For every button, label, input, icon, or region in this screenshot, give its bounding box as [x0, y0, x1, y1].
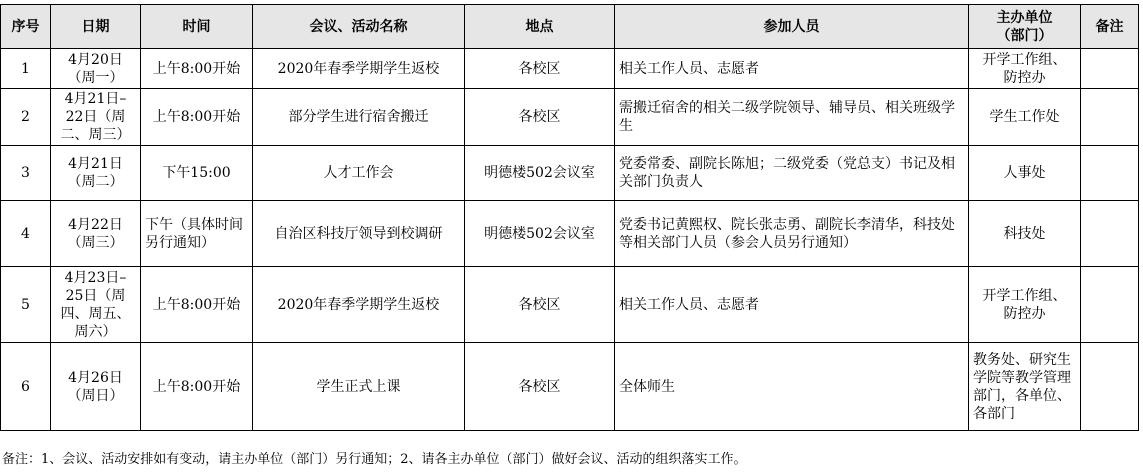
- cell-remark: [1081, 343, 1139, 431]
- cell-place: 明德楼502会议室: [465, 201, 615, 267]
- cell-event-name: 自治区科技厅领导到校调研: [253, 201, 465, 267]
- cell-no: 4: [1, 201, 51, 267]
- cell-event-name: 部分学生进行宿舍搬迁: [253, 89, 465, 146]
- cell-time: 上午8:00开始: [141, 343, 253, 431]
- cell-participants: 相关工作人员、志愿者: [615, 267, 969, 343]
- header-event-name: 会议、活动名称: [253, 5, 465, 49]
- cell-date: 4月21日– 22日（周 二、周三）: [51, 89, 141, 146]
- cell-host: 开学工作组、 防控办: [969, 49, 1081, 89]
- cell-place: 各校区: [465, 89, 615, 146]
- table-row: [1, 146, 1139, 201]
- cell-event-name: 2020年春季学期学生返校: [253, 49, 465, 89]
- header-host: 主办单位 （部门）: [969, 5, 1081, 49]
- cell-participants: 需搬迁宿舍的相关二级学院领导、辅导员、相关班级学生: [615, 89, 969, 146]
- header-remark: 备注: [1081, 5, 1139, 49]
- cell-host: 开学工作组、 防控办: [969, 267, 1081, 343]
- cell-place: 各校区: [465, 49, 615, 89]
- header-date: 日期: [51, 5, 141, 49]
- cell-host: 教务处、研究生学院等教学管理部门，各单位、各部门: [969, 343, 1081, 431]
- cell-remark: [1081, 146, 1139, 201]
- cell-host: 科技处: [969, 201, 1081, 267]
- cell-no: 3: [1, 146, 51, 201]
- cell-no: 1: [1, 49, 51, 89]
- cell-no: 6: [1, 343, 51, 431]
- cell-remark: [1081, 201, 1139, 267]
- schedule-table: [0, 4, 1139, 431]
- table-row: [1, 267, 1139, 343]
- header-no: 序号: [1, 5, 51, 49]
- cell-time: 下午（具体时间另行通知）: [141, 201, 253, 267]
- cell-date: 4月23日– 25日（周 四、周五、 周六）: [51, 267, 141, 343]
- cell-remark: [1081, 49, 1139, 89]
- header-place: 地点: [465, 5, 615, 49]
- table-row: [1, 343, 1139, 431]
- cell-host: 学生工作处: [969, 89, 1081, 146]
- cell-date: 4月21日 （周二）: [51, 146, 141, 201]
- cell-host: 人事处: [969, 146, 1081, 201]
- cell-participants: 党委常委、副院长陈旭；二级党委（党总支）书记及相关部门负责人: [615, 146, 969, 201]
- cell-place: 各校区: [465, 343, 615, 431]
- cell-remark: [1081, 89, 1139, 146]
- cell-place: 各校区: [465, 267, 615, 343]
- cell-place: 明德楼502会议室: [465, 146, 615, 201]
- cell-event-name: 人才工作会: [253, 146, 465, 201]
- cell-event-name: 2020年春季学期学生返校: [253, 267, 465, 343]
- cell-participants: 党委书记黄熙权、院长张志勇、副院长李清华，科技处等相关部门人员（参会人员另行通知）: [615, 201, 969, 267]
- cell-no: 5: [1, 267, 51, 343]
- cell-time: 上午8:00开始: [141, 267, 253, 343]
- cell-participants: 全体师生: [615, 343, 969, 431]
- header-participants: 参加人员: [615, 5, 969, 49]
- table-row: [1, 201, 1139, 267]
- cell-time: 上午8:00开始: [141, 49, 253, 89]
- cell-no: 2: [1, 89, 51, 146]
- header-time: 时间: [141, 5, 253, 49]
- cell-participants: 相关工作人员、志愿者: [615, 49, 969, 89]
- header-row: [1, 5, 1139, 49]
- cell-remark: [1081, 267, 1139, 343]
- cell-time: 上午8:00开始: [141, 89, 253, 146]
- footnote: 备注：1、会议、活动安排如有变动，请主办单位（部门）另行通知；2、请各主办单位（部门）做好会议、活动的组织落实工作。: [2, 452, 747, 467]
- cell-date: 4月26日 （周日）: [51, 343, 141, 431]
- table-row: [1, 49, 1139, 89]
- cell-event-name: 学生正式上课: [253, 343, 465, 431]
- table-row: [1, 89, 1139, 146]
- cell-date: 4月22日 （周三）: [51, 201, 141, 267]
- cell-date: 4月20日 （周一）: [51, 49, 141, 89]
- cell-time: 下午15:00: [141, 146, 253, 201]
